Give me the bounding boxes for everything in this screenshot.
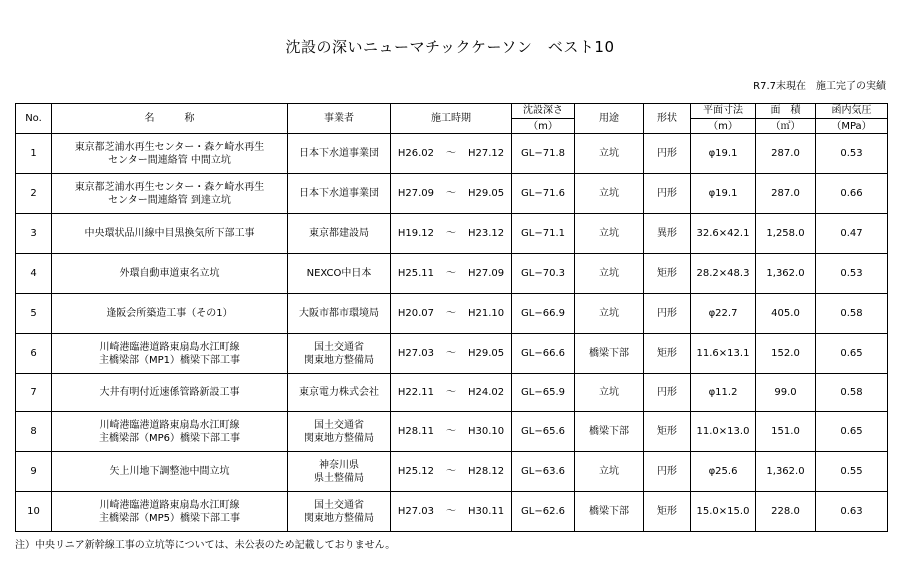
period-end: H28.12 xyxy=(468,466,505,477)
name-line-2: 主橋梁部（MP1）橋梁下部工事 xyxy=(98,354,241,366)
period-start: H19.12 xyxy=(397,228,434,239)
cell-pressure: 0.58 xyxy=(816,294,888,334)
cell-pressure: 0.53 xyxy=(816,134,888,174)
cell-no: 10 xyxy=(16,492,52,532)
table-row xyxy=(16,374,888,412)
page-title: 沈設の深いニューマチックケーソン ベスト10 xyxy=(285,38,615,56)
cell-name xyxy=(52,134,288,174)
cell-plan: 15.0×15.0 xyxy=(691,492,756,532)
cell-shape: 異形 xyxy=(644,214,691,254)
period-start: H25.11 xyxy=(397,268,434,279)
header-plan-label: 平面寸法 xyxy=(691,104,755,119)
cell-pressure: 0.66 xyxy=(816,174,888,214)
cell-owner xyxy=(288,374,391,412)
caisson-table xyxy=(15,103,888,532)
period-start: H26.02 xyxy=(397,148,434,159)
cell-no: 4 xyxy=(16,254,52,294)
period-end: H29.05 xyxy=(468,188,505,199)
period-start: H27.03 xyxy=(397,348,434,359)
cell-shape: 円形 xyxy=(644,374,691,412)
header-plan xyxy=(691,104,756,134)
cell-shape: 矩形 xyxy=(644,254,691,294)
cell-use: 橋梁下部 xyxy=(575,492,644,532)
owner-line-1: NEXCO中日本 xyxy=(306,268,372,279)
table-row xyxy=(16,254,888,294)
header-pressure-label: 函内気圧 xyxy=(816,104,887,119)
cell-use: 立坑 xyxy=(575,134,644,174)
period-start: H20.07 xyxy=(397,308,434,319)
owner-line-1: 日本下水道事業団 xyxy=(299,188,379,199)
period-end: H30.10 xyxy=(468,426,505,437)
owner-line-1: 大阪市都市環境局 xyxy=(299,308,379,319)
header-period: 施工時期 xyxy=(391,104,512,134)
header-area-label: 面 積 xyxy=(756,104,815,119)
cell-depth: GL−71.8 xyxy=(512,134,575,174)
as-of-note: R7.7末現在 施工完了の実績 xyxy=(753,81,886,92)
table-row xyxy=(16,294,888,334)
period-tilde: 〜 xyxy=(446,506,456,517)
cell-use: 立坑 xyxy=(575,214,644,254)
name-line-1: 川崎港臨港道路東扇島水江町線 xyxy=(99,341,240,353)
owner-line-1: 神奈川県 xyxy=(319,459,359,471)
table-row xyxy=(16,134,888,174)
header-area xyxy=(756,104,816,134)
cell-period xyxy=(391,174,512,214)
name-line-1: 中央環状品川線中目黒換気所下部工事 xyxy=(84,228,255,239)
name-line-1: 川崎港臨港道路東扇島水江町線 xyxy=(99,499,240,511)
cell-use: 立坑 xyxy=(575,374,644,412)
cell-owner xyxy=(288,214,391,254)
cell-use: 立坑 xyxy=(575,174,644,214)
cell-owner xyxy=(288,254,391,294)
cell-pressure: 0.65 xyxy=(816,334,888,374)
name-line-2: 主橋梁部（MP6）橋梁下部工事 xyxy=(98,432,241,444)
period-end: H21.10 xyxy=(468,308,505,319)
owner-line-1: 日本下水道事業団 xyxy=(299,148,379,159)
cell-name xyxy=(52,492,288,532)
cell-period xyxy=(391,134,512,174)
cell-name xyxy=(52,452,288,492)
cell-pressure: 0.47 xyxy=(816,214,888,254)
cell-owner xyxy=(288,452,391,492)
cell-area: 152.0 xyxy=(756,334,816,374)
period-tilde: 〜 xyxy=(446,308,456,319)
cell-name xyxy=(52,412,288,452)
owner-line-1: 国土交通省 xyxy=(314,341,364,353)
cell-owner xyxy=(288,294,391,334)
cell-period xyxy=(391,334,512,374)
cell-area: 1,258.0 xyxy=(756,214,816,254)
cell-plan: 28.2×48.3 xyxy=(691,254,756,294)
cell-plan: 11.0×13.0 xyxy=(691,412,756,452)
cell-no: 9 xyxy=(16,452,52,492)
table-row xyxy=(16,452,888,492)
cell-no: 2 xyxy=(16,174,52,214)
header-owner: 事業者 xyxy=(288,104,391,134)
cell-shape: 円形 xyxy=(644,452,691,492)
name-line-2: 主橋梁部（MP5）橋梁下部工事 xyxy=(98,512,241,524)
header-depth xyxy=(512,104,575,134)
cell-period xyxy=(391,214,512,254)
name-line-2: センター間連絡管 中間立坑 xyxy=(108,154,231,166)
owner-line-1: 国土交通省 xyxy=(314,499,364,511)
cell-plan: φ19.1 xyxy=(691,134,756,174)
period-start: H27.09 xyxy=(397,188,434,199)
period-end: H27.09 xyxy=(468,268,505,279)
table-header-row xyxy=(16,104,888,134)
cell-area: 228.0 xyxy=(756,492,816,532)
cell-name xyxy=(52,214,288,254)
table-row xyxy=(16,492,888,532)
cell-shape: 矩形 xyxy=(644,412,691,452)
table-row xyxy=(16,214,888,254)
period-start: H25.12 xyxy=(397,466,434,477)
cell-area: 151.0 xyxy=(756,412,816,452)
cell-use: 橋梁下部 xyxy=(575,334,644,374)
name-line-1: 川崎港臨港道路東扇島水江町線 xyxy=(99,419,240,431)
cell-depth: GL−66.9 xyxy=(512,294,575,334)
cell-no: 1 xyxy=(16,134,52,174)
period-tilde: 〜 xyxy=(446,466,456,477)
table-row xyxy=(16,174,888,214)
name-line-1: 東京都芝浦水再生センター・森ケ崎水再生 xyxy=(74,181,265,193)
period-tilde: 〜 xyxy=(446,268,456,279)
cell-period xyxy=(391,374,512,412)
cell-shape: 矩形 xyxy=(644,492,691,532)
header-area-unit: （㎡） xyxy=(770,121,801,132)
name-line-1: 外環自動車道東名立坑 xyxy=(119,268,220,279)
owner-line-2: 関東地方整備局 xyxy=(304,432,374,444)
cell-pressure: 0.53 xyxy=(816,254,888,294)
period-tilde: 〜 xyxy=(446,348,456,359)
cell-plan: φ25.6 xyxy=(691,452,756,492)
header-pressure xyxy=(816,104,888,134)
header-shape: 形状 xyxy=(644,104,691,134)
name-line-1: 大井有明付近速係管路新設工事 xyxy=(99,387,240,398)
cell-owner xyxy=(288,492,391,532)
period-tilde: 〜 xyxy=(446,148,456,159)
cell-no: 7 xyxy=(16,374,52,412)
header-depth-label: 沈設深さ xyxy=(512,104,574,119)
cell-shape: 円形 xyxy=(644,294,691,334)
table-row xyxy=(16,412,888,452)
cell-area: 287.0 xyxy=(756,134,816,174)
owner-line-1: 東京電力株式会社 xyxy=(299,387,379,398)
owner-line-2: 関東地方整備局 xyxy=(304,354,374,366)
period-tilde: 〜 xyxy=(446,387,456,398)
cell-area: 99.0 xyxy=(756,374,816,412)
cell-no: 5 xyxy=(16,294,52,334)
cell-no: 6 xyxy=(16,334,52,374)
period-start: H28.11 xyxy=(397,426,434,437)
cell-depth: GL−66.6 xyxy=(512,334,575,374)
cell-depth: GL−63.6 xyxy=(512,452,575,492)
cell-name xyxy=(52,254,288,294)
period-end: H27.12 xyxy=(468,148,505,159)
name-line-1: 逢阪会所築造工事（その1） xyxy=(106,308,233,319)
cell-shape: 矩形 xyxy=(644,334,691,374)
cell-plan: φ11.2 xyxy=(691,374,756,412)
owner-line-1: 国土交通省 xyxy=(314,419,364,431)
cell-pressure: 0.65 xyxy=(816,412,888,452)
cell-no: 8 xyxy=(16,412,52,452)
cell-period xyxy=(391,294,512,334)
cell-use: 橋梁下部 xyxy=(575,412,644,452)
cell-plan: 32.6×42.1 xyxy=(691,214,756,254)
cell-owner xyxy=(288,134,391,174)
cell-name xyxy=(52,334,288,374)
cell-owner xyxy=(288,412,391,452)
cell-name xyxy=(52,174,288,214)
cell-use: 立坑 xyxy=(575,294,644,334)
cell-area: 1,362.0 xyxy=(756,452,816,492)
cell-name xyxy=(52,294,288,334)
header-pressure-unit: （MPa） xyxy=(831,121,872,132)
header-depth-unit: （m） xyxy=(528,121,558,132)
period-end: H24.02 xyxy=(468,387,505,398)
cell-depth: GL−65.9 xyxy=(512,374,575,412)
cell-owner xyxy=(288,174,391,214)
period-start: H27.03 xyxy=(397,506,434,517)
period-start: H22.11 xyxy=(397,387,434,398)
cell-depth: GL−71.1 xyxy=(512,214,575,254)
cell-use: 立坑 xyxy=(575,452,644,492)
period-end: H29.05 xyxy=(468,348,505,359)
period-end: H23.12 xyxy=(468,228,505,239)
table-row xyxy=(16,334,888,374)
cell-plan: 11.6×13.1 xyxy=(691,334,756,374)
cell-use: 立坑 xyxy=(575,254,644,294)
table-body xyxy=(16,134,888,532)
cell-shape: 円形 xyxy=(644,134,691,174)
header-no: No. xyxy=(16,104,52,134)
cell-depth: GL−62.6 xyxy=(512,492,575,532)
period-tilde: 〜 xyxy=(446,426,456,437)
name-line-2: センター間連絡管 到達立坑 xyxy=(108,194,231,206)
period-tilde: 〜 xyxy=(446,188,456,199)
cell-pressure: 0.55 xyxy=(816,452,888,492)
cell-period xyxy=(391,452,512,492)
header-use: 用途 xyxy=(575,104,644,134)
name-line-1: 東京都芝浦水再生センター・森ケ崎水再生 xyxy=(74,141,265,153)
owner-line-1: 東京都建設局 xyxy=(309,228,369,239)
cell-area: 1,362.0 xyxy=(756,254,816,294)
cell-period xyxy=(391,412,512,452)
cell-no: 3 xyxy=(16,214,52,254)
cell-plan: φ19.1 xyxy=(691,174,756,214)
cell-depth: GL−71.6 xyxy=(512,174,575,214)
cell-area: 405.0 xyxy=(756,294,816,334)
period-tilde: 〜 xyxy=(446,228,456,239)
owner-line-2: 県土整備局 xyxy=(314,472,364,484)
name-line-1: 矢上川地下調整池中間立坑 xyxy=(109,466,230,477)
cell-area: 287.0 xyxy=(756,174,816,214)
cell-period xyxy=(391,492,512,532)
cell-depth: GL−70.3 xyxy=(512,254,575,294)
period-end: H30.11 xyxy=(468,506,505,517)
cell-shape: 円形 xyxy=(644,174,691,214)
cell-pressure: 0.58 xyxy=(816,374,888,412)
cell-plan: φ22.7 xyxy=(691,294,756,334)
cell-name xyxy=(52,374,288,412)
header-name: 名 称 xyxy=(52,104,288,134)
footnote: 注）中央リニア新幹線工事の立坑等については、未公表のため記載しておりません。 xyxy=(15,540,396,551)
cell-depth: GL−65.6 xyxy=(512,412,575,452)
cell-owner xyxy=(288,334,391,374)
cell-period xyxy=(391,254,512,294)
owner-line-2: 関東地方整備局 xyxy=(304,512,374,524)
cell-pressure: 0.63 xyxy=(816,492,888,532)
header-plan-unit: （m） xyxy=(708,121,738,132)
